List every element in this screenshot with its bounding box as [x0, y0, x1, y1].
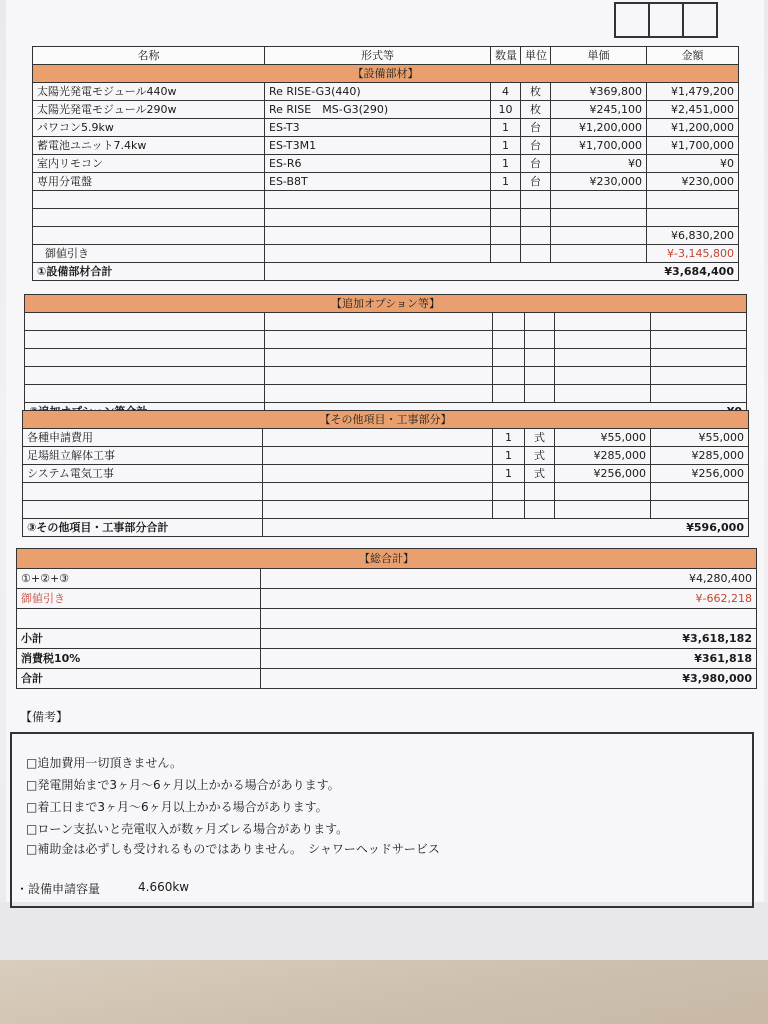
- section1-discount-amount: ¥-3,145,800: [647, 245, 739, 263]
- section-total-row: [33, 263, 739, 281]
- item-amount: ¥1,479,200: [647, 83, 739, 101]
- remark-item: □追加費用一切頂きません。: [26, 756, 183, 770]
- table-row: [25, 385, 747, 403]
- table-header-row: [33, 47, 739, 65]
- item-model: [263, 429, 493, 447]
- options-table: [24, 294, 747, 421]
- section1-discount-label: 御値引き: [33, 245, 265, 263]
- item-unit-price: ¥256,000: [555, 465, 651, 483]
- item-qty: 1: [493, 429, 525, 447]
- section3-total-label: ③その他項目・工事部分合計: [23, 519, 263, 537]
- equipment-table: [32, 46, 739, 281]
- table-row: [17, 609, 757, 629]
- section3-band-label: 【その他項目・工事部分】: [23, 411, 749, 429]
- item-unit: 式: [525, 465, 555, 483]
- item-amount: ¥285,000: [651, 447, 749, 465]
- table-row: [33, 119, 739, 137]
- item-qty: 1: [491, 173, 521, 191]
- item-name: 足場組立解体工事: [23, 447, 263, 465]
- table-row: [33, 155, 739, 173]
- table-row: [33, 83, 739, 101]
- item-amount: ¥1,700,000: [647, 137, 739, 155]
- sum-label: ①+②+③: [17, 569, 261, 589]
- grand-discount-label: 御値引き: [17, 589, 261, 609]
- section1-total-amount: ¥3,684,400: [265, 263, 739, 281]
- section4-band-label: 【総合計】: [17, 549, 757, 569]
- section1-band-label: 【設備部材】: [33, 65, 739, 83]
- item-model: ES-T3M1: [265, 137, 491, 155]
- item-unit: 式: [525, 429, 555, 447]
- table-row: [25, 349, 747, 367]
- subtotal-row: [17, 629, 757, 649]
- capacity-label: ・設備申請容量: [16, 882, 101, 896]
- capacity-value: 4.660kw: [138, 880, 190, 894]
- item-qty: 1: [493, 465, 525, 483]
- item-unit-price: ¥1,200,000: [551, 119, 647, 137]
- item-qty: 1: [491, 155, 521, 173]
- section1-subtotal-amount: ¥6,830,200: [647, 227, 739, 245]
- item-model: Re RISE-G3(440): [265, 83, 491, 101]
- floor-background: [0, 960, 768, 1024]
- grand-discount-amount: ¥-662,218: [261, 589, 757, 609]
- section2-band-label: 【追加オプション等】: [25, 295, 747, 313]
- item-name: パワコン5.9kw: [33, 119, 265, 137]
- table-row: [33, 191, 739, 209]
- item-unit: 枚: [521, 83, 551, 101]
- item-unit: 台: [521, 119, 551, 137]
- section-total-row: [23, 519, 749, 537]
- table-row: [23, 483, 749, 501]
- item-qty: 4: [491, 83, 521, 101]
- section-band: [23, 411, 749, 429]
- item-unit: 台: [521, 155, 551, 173]
- header-qty: 数量: [491, 47, 521, 65]
- header-unit: 単位: [521, 47, 551, 65]
- table-row: [23, 501, 749, 519]
- item-name: 室内リモコン: [33, 155, 265, 173]
- item-unit-price: ¥369,800: [551, 83, 647, 101]
- section3-total-amount: ¥596,000: [263, 519, 749, 537]
- table-row: [23, 447, 749, 465]
- subtotal-row: [33, 227, 739, 245]
- item-model: Re RISE MS-G3(290): [265, 101, 491, 119]
- table-row: [25, 313, 747, 331]
- item-amount: ¥2,451,000: [647, 101, 739, 119]
- item-qty: 1: [491, 119, 521, 137]
- tax-label: 消費税10%: [17, 649, 261, 669]
- table-row: [25, 367, 747, 385]
- item-name: 各種申請費用: [23, 429, 263, 447]
- item-name: 専用分電盤: [33, 173, 265, 191]
- item-unit-price: ¥230,000: [551, 173, 647, 191]
- grand-subtotal-amount: ¥3,618,182: [261, 629, 757, 649]
- sum-amount: ¥4,280,400: [261, 569, 757, 589]
- equipment-rows: [33, 83, 739, 191]
- grand-total-amount: ¥3,980,000: [261, 669, 757, 689]
- item-unit-price: ¥0: [551, 155, 647, 173]
- table-row: [33, 137, 739, 155]
- background-gap: [0, 902, 768, 960]
- item-unit-price: ¥55,000: [555, 429, 651, 447]
- construction-rows: [23, 429, 749, 483]
- item-model: ES-B8T: [265, 173, 491, 191]
- header-amount: 金額: [647, 47, 739, 65]
- table-row: [33, 209, 739, 227]
- grand-total-label: 合計: [17, 669, 261, 689]
- item-unit-price: ¥1,700,000: [551, 137, 647, 155]
- table-row: [33, 173, 739, 191]
- remarks-title: 【備考】: [20, 710, 69, 724]
- tax-amount: ¥361,818: [261, 649, 757, 669]
- stamp-boxes: [616, 2, 718, 38]
- table-row: [25, 331, 747, 349]
- discount-row: [17, 589, 757, 609]
- item-model: ES-R6: [265, 155, 491, 173]
- remark-item: □ローン支払いと売電収入が数ヶ月ズレる場合があります。: [26, 822, 349, 836]
- item-unit: 式: [525, 447, 555, 465]
- item-amount: ¥256,000: [651, 465, 749, 483]
- section-band: [17, 549, 757, 569]
- table-row: [33, 101, 739, 119]
- construction-table: [22, 410, 749, 537]
- sum-row: [17, 569, 757, 589]
- item-unit: 台: [521, 173, 551, 191]
- discount-row: [33, 245, 739, 263]
- table-row: [23, 465, 749, 483]
- section1-total-label: ①設備部材合計: [33, 263, 265, 281]
- item-qty: 1: [493, 447, 525, 465]
- item-qty: 10: [491, 101, 521, 119]
- item-unit-price: ¥245,100: [551, 101, 647, 119]
- item-amount: ¥1,200,000: [647, 119, 739, 137]
- item-model: [263, 465, 493, 483]
- item-unit-price: ¥285,000: [555, 447, 651, 465]
- tax-row: [17, 649, 757, 669]
- section-band: [33, 65, 739, 83]
- item-model: ES-T3: [265, 119, 491, 137]
- item-name: 太陽光発電モジュール440w: [33, 83, 265, 101]
- remark-item: □補助金は必ずしも受けれるものではありません。 シャワーヘッドサービス: [26, 842, 440, 856]
- total-row: [17, 669, 757, 689]
- item-amount: ¥55,000: [651, 429, 749, 447]
- stamp-box: [614, 2, 650, 38]
- item-amount: ¥230,000: [647, 173, 739, 191]
- header-model: 形式等: [265, 47, 491, 65]
- item-name: 蓄電池ユニット7.4kw: [33, 137, 265, 155]
- stamp-box: [648, 2, 684, 38]
- item-model: [263, 447, 493, 465]
- remark-item: □着工日まで3ヶ月～6ヶ月以上かかる場合があります。: [26, 800, 328, 814]
- grand-subtotal-label: 小計: [17, 629, 261, 649]
- item-qty: 1: [491, 137, 521, 155]
- remarks-box: [10, 732, 754, 908]
- grand-total-table: [16, 548, 757, 689]
- header-unit-price: 単価: [551, 47, 647, 65]
- section-band: [25, 295, 747, 313]
- item-unit: 台: [521, 137, 551, 155]
- table-row: [23, 429, 749, 447]
- item-amount: ¥0: [647, 155, 739, 173]
- item-name: システム電気工事: [23, 465, 263, 483]
- item-name: 太陽光発電モジュール290w: [33, 101, 265, 119]
- remark-item: □発電開始まで3ヶ月～6ヶ月以上かかる場合があります。: [26, 778, 340, 792]
- item-unit: 枚: [521, 101, 551, 119]
- header-name: 名称: [33, 47, 265, 65]
- stamp-box: [682, 2, 718, 38]
